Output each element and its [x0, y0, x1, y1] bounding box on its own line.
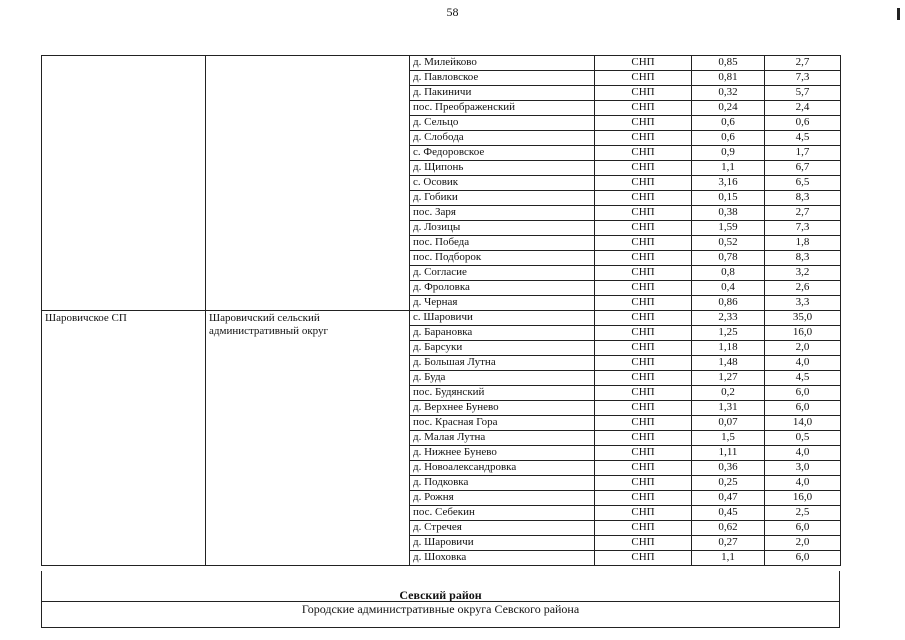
value-1-cell: 0,8 [692, 266, 765, 281]
value-2-cell: 4,5 [765, 371, 841, 386]
locality-name-cell: д. Буда [410, 371, 595, 386]
locality-type-cell: СНП [595, 446, 692, 461]
value-2-cell: 2,6 [765, 281, 841, 296]
locality-type-cell: СНП [595, 56, 692, 71]
value-1-cell: 0,4 [692, 281, 765, 296]
value-1-cell: 1,5 [692, 431, 765, 446]
locality-name-cell: д. Большая Лутна [410, 356, 595, 371]
value-1-cell: 0,32 [692, 86, 765, 101]
locality-type-cell: СНП [595, 401, 692, 416]
settlements-table [41, 55, 841, 566]
value-1-cell: 0,15 [692, 191, 765, 206]
value-2-cell: 7,3 [765, 221, 841, 236]
value-1-cell: 0,47 [692, 491, 765, 506]
value-2-cell: 2,7 [765, 206, 841, 221]
locality-name-cell: д. Нижнее Бунево [410, 446, 595, 461]
value-1-cell: 1,1 [692, 161, 765, 176]
okrug-cell: Шаровичский сельский административный округ [206, 311, 410, 566]
locality-type-cell: СНП [595, 296, 692, 311]
value-1-cell: 2,33 [692, 311, 765, 326]
value-1-cell: 0,27 [692, 536, 765, 551]
value-1-cell: 1,25 [692, 326, 765, 341]
locality-type-cell: СНП [595, 536, 692, 551]
value-2-cell: 4,0 [765, 356, 841, 371]
value-2-cell: 8,3 [765, 251, 841, 266]
locality-name-cell: д. Согласие [410, 266, 595, 281]
locality-name-cell: д. Пакиничи [410, 86, 595, 101]
locality-type-cell: СНП [595, 371, 692, 386]
locality-type-cell: СНП [595, 266, 692, 281]
locality-type-cell: СНП [595, 101, 692, 116]
value-1-cell: 1,18 [692, 341, 765, 356]
page-number: 58 [446, 5, 459, 19]
value-1-cell: 0,85 [692, 56, 765, 71]
value-1-cell: 1,27 [692, 371, 765, 386]
locality-name-cell: д. Фроловка [410, 281, 595, 296]
value-2-cell: 3,3 [765, 296, 841, 311]
district-subtitle: Городские административные округа Севского района [301, 602, 580, 616]
value-1-cell: 3,16 [692, 176, 765, 191]
value-1-cell: 1,1 [692, 551, 765, 566]
locality-type-cell: СНП [595, 191, 692, 206]
value-2-cell: 4,0 [765, 476, 841, 491]
locality-name-cell: д. Подковка [410, 476, 595, 491]
locality-type-cell: СНП [595, 251, 692, 266]
value-2-cell: 2,5 [765, 506, 841, 521]
value-2-cell: 6,7 [765, 161, 841, 176]
locality-type-cell: СНП [595, 521, 692, 536]
value-2-cell: 2,0 [765, 341, 841, 356]
locality-type-cell: СНП [595, 131, 692, 146]
okrug-cell [206, 56, 410, 311]
value-2-cell: 6,0 [765, 401, 841, 416]
value-1-cell: 0,38 [692, 206, 765, 221]
locality-type-cell: СНП [595, 116, 692, 131]
value-1-cell: 0,25 [692, 476, 765, 491]
locality-name-cell: пос. Подборок [410, 251, 595, 266]
table-row [42, 56, 841, 71]
value-1-cell: 1,31 [692, 401, 765, 416]
value-1-cell: 1,59 [692, 221, 765, 236]
district-section [41, 571, 840, 628]
locality-name-cell: д. Черная [410, 296, 595, 311]
locality-name-cell: пос. Красная Гора [410, 416, 595, 431]
locality-type-cell: СНП [595, 476, 692, 491]
value-2-cell: 1,8 [765, 236, 841, 251]
locality-name-cell: д. Лозицы [410, 221, 595, 236]
locality-type-cell: СНП [595, 416, 692, 431]
value-2-cell: 6,0 [765, 386, 841, 401]
value-1-cell: 0,81 [692, 71, 765, 86]
value-1-cell: 0,24 [692, 101, 765, 116]
value-2-cell: 4,5 [765, 131, 841, 146]
locality-name-cell: д. Рожня [410, 491, 595, 506]
locality-name-cell: пос. Победа [410, 236, 595, 251]
locality-name-cell: д. Щипонь [410, 161, 595, 176]
value-2-cell: 16,0 [765, 491, 841, 506]
locality-type-cell: СНП [595, 86, 692, 101]
value-1-cell: 1,11 [692, 446, 765, 461]
settlement-cell [42, 56, 206, 311]
locality-name-cell: д. Новоалександровка [410, 461, 595, 476]
locality-name-cell: д. Сельцо [410, 116, 595, 131]
value-1-cell: 0,6 [692, 131, 765, 146]
value-2-cell: 6,0 [765, 551, 841, 566]
value-2-cell: 2,0 [765, 536, 841, 551]
locality-type-cell: СНП [595, 206, 692, 221]
value-1-cell: 0,36 [692, 461, 765, 476]
value-2-cell: 2,7 [765, 56, 841, 71]
value-1-cell: 0,6 [692, 116, 765, 131]
locality-type-cell: СНП [595, 461, 692, 476]
value-1-cell: 0,62 [692, 521, 765, 536]
district-title: Севский район [399, 588, 482, 602]
locality-type-cell: СНП [595, 386, 692, 401]
table-row [42, 311, 841, 326]
value-2-cell: 14,0 [765, 416, 841, 431]
locality-name-cell: пос. Себекин [410, 506, 595, 521]
locality-type-cell: СНП [595, 146, 692, 161]
value-1-cell: 1,48 [692, 356, 765, 371]
value-1-cell: 0,9 [692, 146, 765, 161]
locality-type-cell: СНП [595, 176, 692, 191]
locality-type-cell: СНП [595, 221, 692, 236]
locality-type-cell: СНП [595, 311, 692, 326]
locality-name-cell: д. Слобода [410, 131, 595, 146]
value-2-cell: 0,5 [765, 431, 841, 446]
scan-edge-mark [897, 8, 900, 20]
value-2-cell: 3,2 [765, 266, 841, 281]
value-2-cell: 8,3 [765, 191, 841, 206]
locality-name-cell: д. Стречея [410, 521, 595, 536]
value-1-cell: 0,52 [692, 236, 765, 251]
value-1-cell: 0,45 [692, 506, 765, 521]
locality-type-cell: СНП [595, 326, 692, 341]
value-2-cell: 2,4 [765, 101, 841, 116]
locality-name-cell: пос. Преображенский [410, 101, 595, 116]
locality-type-cell: СНП [595, 491, 692, 506]
locality-type-cell: СНП [595, 341, 692, 356]
locality-name-cell: д. Гобики [410, 191, 595, 206]
value-2-cell: 3,0 [765, 461, 841, 476]
locality-name-cell: с. Осовик [410, 176, 595, 191]
locality-type-cell: СНП [595, 71, 692, 86]
locality-name-cell: д. Малая Лутна [410, 431, 595, 446]
locality-type-cell: СНП [595, 506, 692, 521]
locality-name-cell: д. Верхнее Бунево [410, 401, 595, 416]
locality-name-cell: с. Федоровское [410, 146, 595, 161]
locality-name-cell: д. Шаровичи [410, 536, 595, 551]
settlements-table-body [42, 56, 841, 566]
settlement-cell: Шаровичское СП [42, 311, 206, 566]
value-2-cell: 0,6 [765, 116, 841, 131]
locality-name-cell: д. Барсуки [410, 341, 595, 356]
value-1-cell: 0,07 [692, 416, 765, 431]
value-2-cell: 16,0 [765, 326, 841, 341]
locality-name-cell: с. Шаровичи [410, 311, 595, 326]
locality-name-cell: д. Шоховка [410, 551, 595, 566]
locality-type-cell: СНП [595, 161, 692, 176]
value-2-cell: 35,0 [765, 311, 841, 326]
locality-type-cell: СНП [595, 551, 692, 566]
locality-type-cell: СНП [595, 281, 692, 296]
value-2-cell: 1,7 [765, 146, 841, 161]
value-2-cell: 4,0 [765, 446, 841, 461]
value-1-cell: 0,78 [692, 251, 765, 266]
locality-type-cell: СНП [595, 356, 692, 371]
locality-name-cell: д. Милейково [410, 56, 595, 71]
value-2-cell: 5,7 [765, 86, 841, 101]
locality-name-cell: д. Павловское [410, 71, 595, 86]
value-1-cell: 0,86 [692, 296, 765, 311]
locality-name-cell: пос. Заря [410, 206, 595, 221]
value-2-cell: 6,0 [765, 521, 841, 536]
value-2-cell: 6,5 [765, 176, 841, 191]
locality-type-cell: СНП [595, 431, 692, 446]
locality-name-cell: пос. Будянский [410, 386, 595, 401]
locality-name-cell: д. Барановка [410, 326, 595, 341]
locality-type-cell: СНП [595, 236, 692, 251]
value-2-cell: 7,3 [765, 71, 841, 86]
value-1-cell: 0,2 [692, 386, 765, 401]
